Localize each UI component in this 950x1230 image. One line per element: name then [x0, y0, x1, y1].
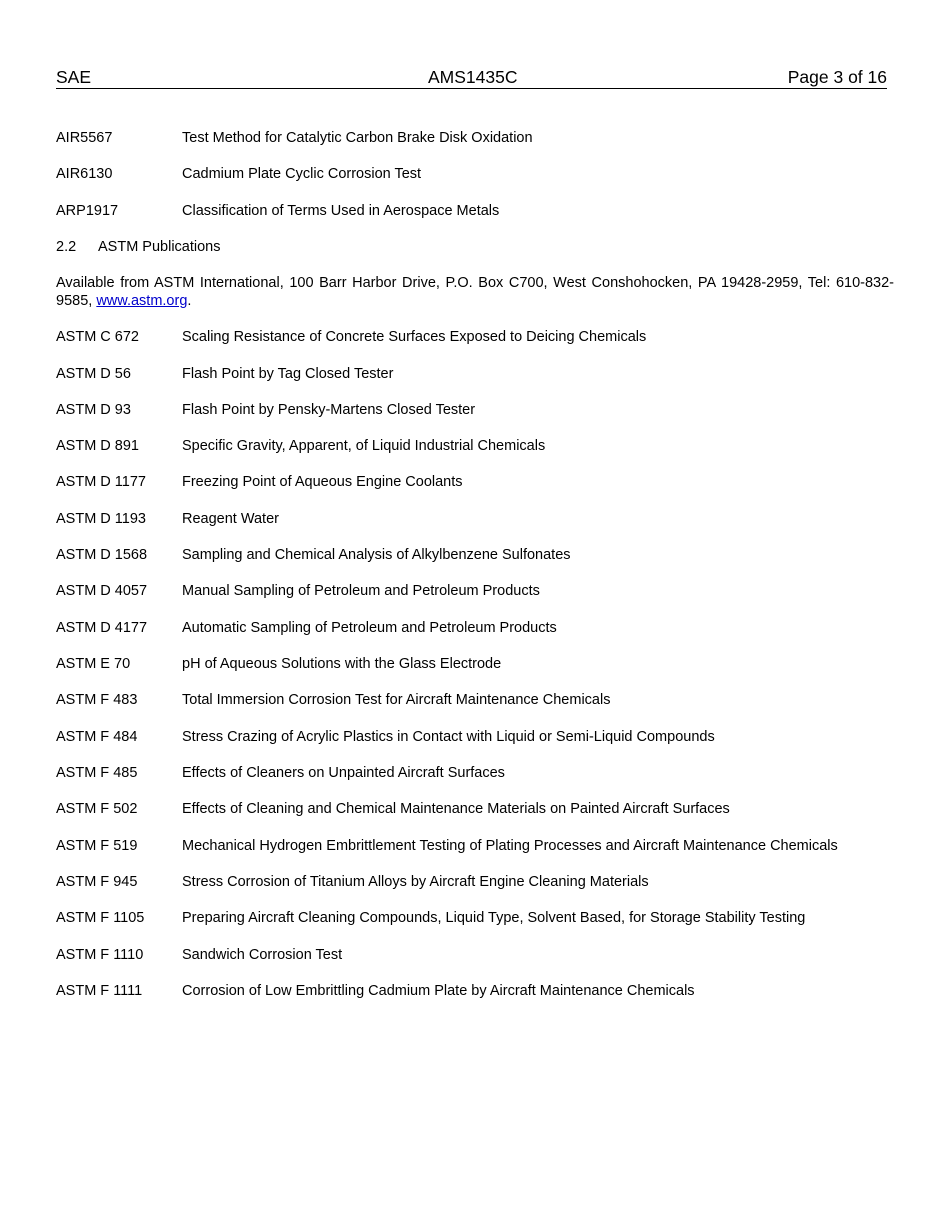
reference-code: ASTM E 70: [56, 656, 131, 672]
reference-code: ASTM F 1111: [56, 983, 143, 999]
reference-title: Classification of Terms Used in Aerospace Metals: [182, 203, 500, 219]
reference-code: ASTM D 1193: [56, 511, 146, 527]
reference-title: Effects of Cleaning and Chemical Maintenance Materials on Painted Aircraft Surfaces: [182, 801, 730, 817]
reference-code: ASTM F 484: [56, 729, 138, 745]
reference-code: ASTM D 93: [56, 402, 131, 418]
section-title: ASTM Publications: [98, 239, 221, 255]
reference-title: Stress Corrosion of Titanium Alloys by Aircraft Engine Cleaning Materials: [182, 874, 649, 890]
reference-code: ASTM D 56: [56, 366, 131, 382]
reference-code: ASTM F 1105: [56, 910, 145, 926]
header-organization: SAE: [56, 67, 92, 87]
reference-title: Scaling Resistance of Concrete Surfaces Exposed to Deicing Chemicals: [182, 329, 647, 345]
reference-title: Automatic Sampling of Petroleum and Petroleum Products: [182, 620, 557, 636]
header-document-number: AMS1435C: [428, 67, 518, 87]
reference-title: Total Immersion Corrosion Test for Aircraft Maintenance Chemicals: [182, 692, 611, 708]
page-header: [56, 66, 887, 89]
reference-title: Corrosion of Low Embrittling Cadmium Plate by Aircraft Maintenance Chemicals: [182, 983, 695, 999]
reference-title: Reagent Water: [182, 511, 279, 527]
reference-title: Preparing Aircraft Cleaning Compounds, Liquid Type, Solvent Based, for Storage Stability Testing: [182, 910, 806, 926]
reference-title: Manual Sampling of Petroleum and Petroleum Products: [182, 583, 540, 599]
reference-title: Cadmium Plate Cyclic Corrosion Test: [182, 166, 422, 182]
reference-code: ASTM D 4177: [56, 620, 148, 636]
section-heading: [56, 238, 221, 256]
reference-title: Freezing Point of Aqueous Engine Coolants: [182, 474, 463, 490]
section-number: 2.2: [56, 239, 77, 255]
reference-code: ASTM D 891: [56, 438, 139, 454]
reference-code: AIR5567: [56, 130, 113, 146]
availability-text: Available from ASTM International, 100 Barr Harbor Drive, P.O. Box C700, West Conshohocken, PA 19428-2959, Tel: 610-832-9585,: [56, 275, 894, 309]
availability-end: .: [187, 293, 192, 309]
reference-title: Flash Point by Tag Closed Tester: [182, 366, 394, 382]
reference-title: Sandwich Corrosion Test: [182, 947, 343, 963]
header-page-number: Page 3 of 16: [787, 67, 887, 87]
reference-title: Sampling and Chemical Analysis of Alkylbenzene Sulfonates: [182, 547, 571, 563]
reference-title: Specific Gravity, Apparent, of Liquid Industrial Chemicals: [182, 438, 546, 454]
reference-code: ASTM C 672: [56, 329, 139, 345]
reference-title: Effects of Cleaners on Unpainted Aircraft Surfaces: [182, 765, 505, 781]
reference-title: pH of Aqueous Solutions with the Glass Electrode: [182, 656, 502, 672]
reference-code: ASTM D 1177: [56, 474, 146, 490]
reference-code: ASTM D 1568: [56, 547, 148, 563]
reference-code: ASTM F 502: [56, 801, 138, 817]
reference-code: ASTM F 519: [56, 838, 138, 854]
reference-code: ASTM D 4057: [56, 583, 148, 599]
reference-title: Mechanical Hydrogen Embrittlement Testing of Plating Processes and Aircraft Maintenance Chemicals: [182, 838, 838, 854]
reference-title: Stress Crazing of Acrylic Plastics in Contact with Liquid or Semi-Liquid Compounds: [182, 729, 715, 745]
reference-code: ASTM F 1110: [56, 947, 144, 963]
reference-title: Test Method for Catalytic Carbon Brake Disk Oxidation: [182, 130, 533, 146]
reference-title: Flash Point by Pensky-Martens Closed Tester: [182, 402, 476, 418]
availability-paragraph: [56, 274, 894, 310]
reference-code: ARP1917: [56, 203, 119, 219]
reference-code: ASTM F 945: [56, 874, 138, 890]
reference-code: ASTM F 485: [56, 765, 138, 781]
reference-code: AIR6130: [56, 166, 113, 182]
astm-website-link[interactable]: www.astm.org: [96, 293, 188, 309]
reference-code: ASTM F 483: [56, 692, 138, 708]
